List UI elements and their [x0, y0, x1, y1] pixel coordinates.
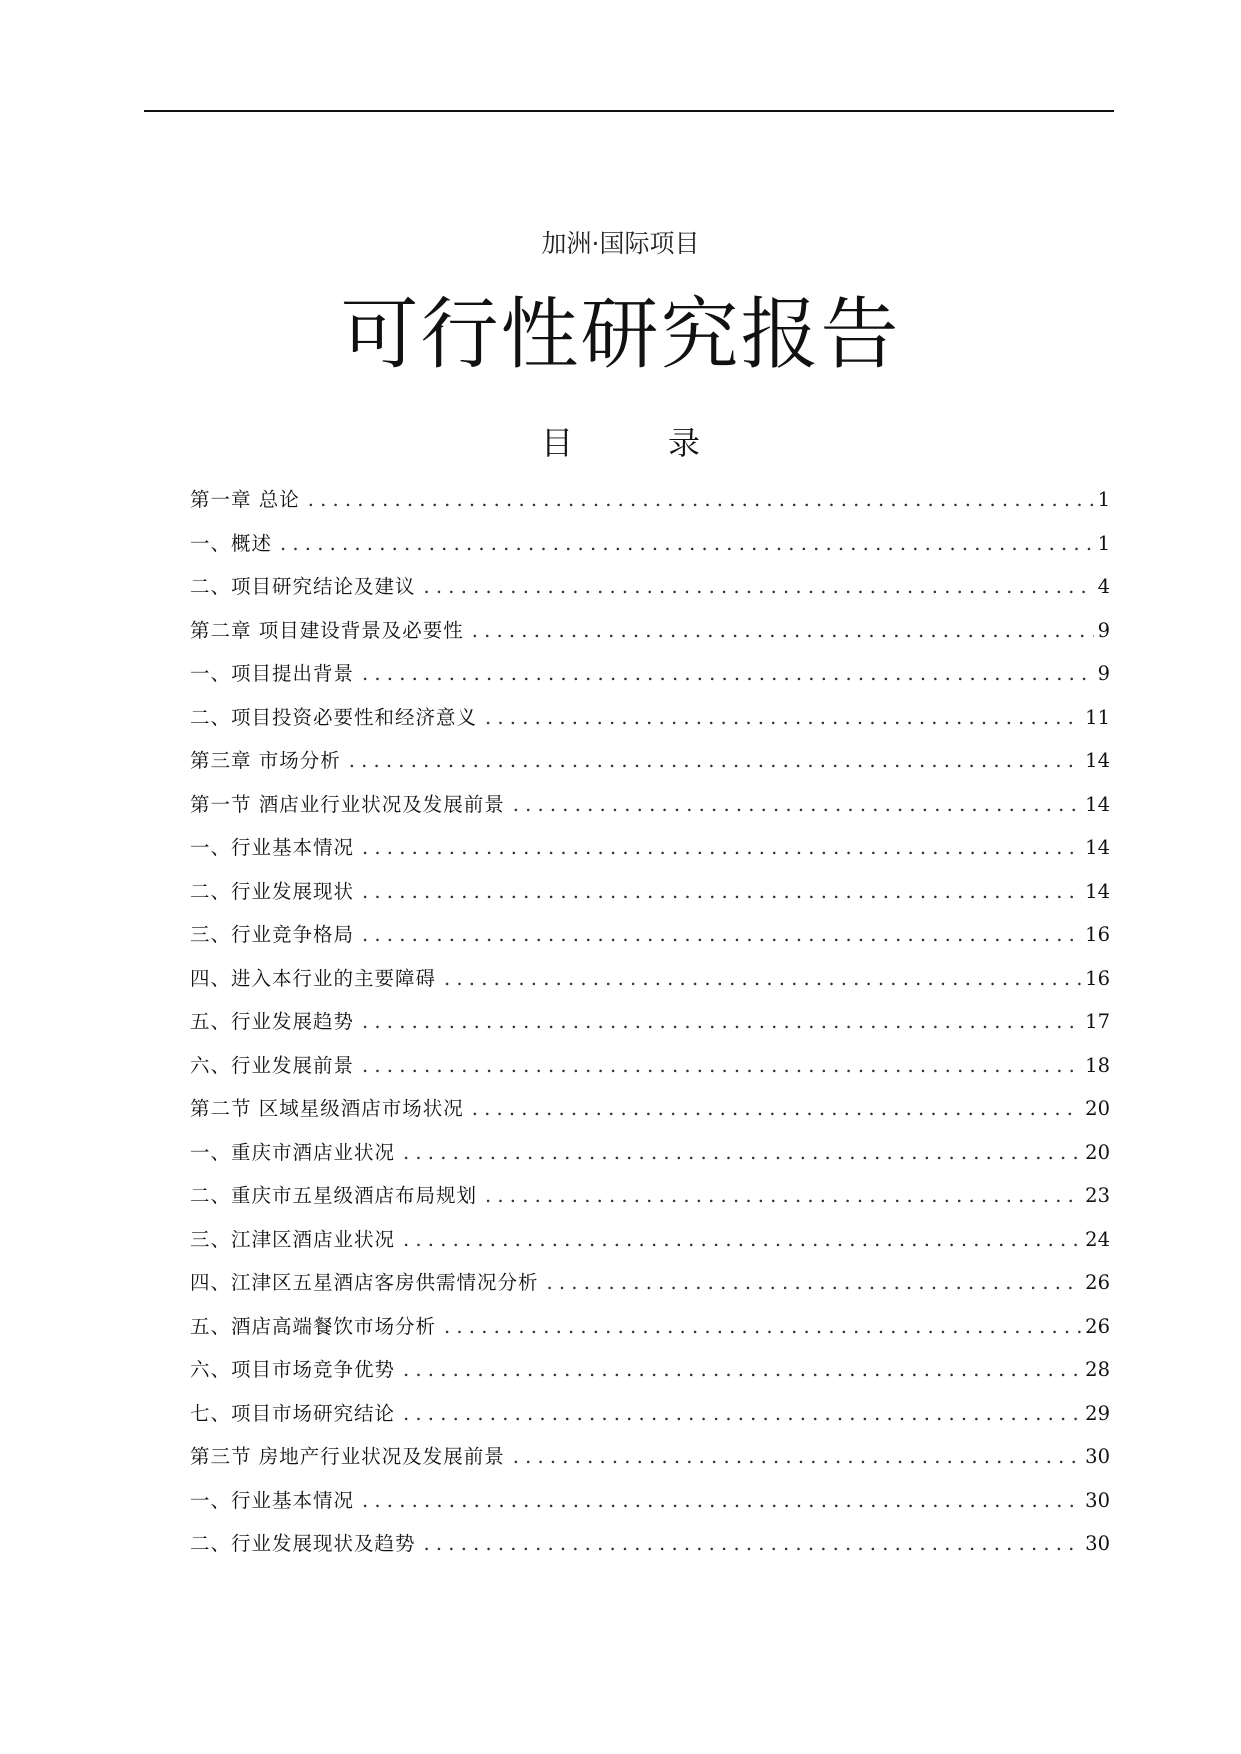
toc-entry-page: 16 [1085, 966, 1110, 990]
toc-entry-label: 第二节 区域星级酒店市场状况 [190, 1097, 464, 1120]
toc-entry-leader [362, 826, 1081, 870]
toc-entry-leader [362, 1479, 1081, 1523]
toc-entry[interactable] [190, 1392, 1110, 1436]
toc-entry[interactable] [190, 1087, 1110, 1131]
toc-entry[interactable] [190, 1522, 1110, 1566]
toc-entry[interactable] [190, 957, 1110, 1001]
toc-entry-page: 24 [1085, 1227, 1110, 1251]
toc-entry-page: 23 [1085, 1184, 1110, 1207]
toc-entry-label: 一、行业基本情况 [190, 836, 355, 859]
toc-entry-label: 六、项目市场竞争优势 [190, 1358, 396, 1381]
toc-entry-page: 9 [1097, 618, 1110, 642]
toc-entry-label: 二、重庆市五星级酒店布局规划 [190, 1184, 478, 1207]
toc-entry-leader [362, 1000, 1081, 1044]
toc-entry[interactable] [190, 565, 1110, 609]
toc-entry-label: 第三节 房地产行业状况及发展前景 [190, 1445, 505, 1468]
toc-entry[interactable] [190, 1305, 1110, 1349]
toc-entry-page: 17 [1085, 1010, 1110, 1033]
toc-entry-label: 一、重庆市酒店业状况 [190, 1140, 396, 1164]
toc-entry[interactable] [190, 1348, 1110, 1392]
header-rule [144, 110, 1114, 112]
toc-entry[interactable] [190, 1218, 1110, 1262]
toc-entry[interactable] [190, 1261, 1110, 1305]
toc-heading [0, 418, 1241, 464]
toc-entry-page: 11 [1085, 705, 1110, 729]
toc-entry-label: 六、行业发展前景 [190, 1053, 355, 1077]
toc-entry-label: 第一节 酒店业行业状况及发展前景 [190, 792, 505, 816]
toc-entry[interactable] [190, 696, 1110, 740]
toc-entry-page: 20 [1085, 1097, 1110, 1120]
toc-entry[interactable] [190, 1174, 1110, 1218]
toc-entry-page: 9 [1097, 662, 1110, 685]
toc-entry-page: 29 [1085, 1401, 1110, 1425]
toc-entry[interactable] [190, 609, 1110, 653]
toc-entry-leader [362, 1044, 1081, 1088]
toc-entry-label: 二、项目研究结论及建议 [190, 575, 416, 598]
toc-entry-label: 二、行业发展现状及趋势 [190, 1532, 416, 1555]
toc-entry[interactable] [190, 913, 1110, 957]
toc-entry[interactable] [190, 1479, 1110, 1523]
toc-entry-leader [424, 1522, 1082, 1566]
toc-entry-page: 30 [1085, 1445, 1110, 1468]
toc-entry-page: 4 [1097, 575, 1110, 598]
toc-entry-label: 一、项目提出背景 [190, 662, 355, 685]
toc-entry-leader [403, 1392, 1081, 1436]
toc-entry-page: 16 [1085, 923, 1110, 946]
toc-entry-page: 28 [1085, 1358, 1110, 1381]
toc-entry-leader [485, 1174, 1081, 1218]
toc-entry-leader [424, 565, 1094, 609]
toc-entry-label: 三、行业竞争格局 [190, 923, 355, 946]
toc-entry-leader [362, 913, 1081, 957]
table-of-contents [190, 478, 1110, 1566]
toc-entry-leader [547, 1261, 1082, 1305]
toc-entry-leader [513, 783, 1081, 827]
toc-entry-label: 二、行业发展现状 [190, 879, 355, 903]
toc-entry-label: 一、概述 [190, 531, 273, 555]
toc-entry[interactable] [190, 1435, 1110, 1479]
toc-entry-page: 18 [1085, 1053, 1110, 1077]
toc-entry-leader [403, 1218, 1081, 1262]
toc-entry-leader [280, 522, 1094, 566]
toc-entry-label: 二、项目投资必要性和经济意义 [190, 705, 478, 729]
toc-entry-leader [362, 870, 1081, 914]
toc-heading-right: 录 [668, 424, 701, 462]
toc-entry[interactable] [190, 1131, 1110, 1175]
document-title: 可行性研究报告 [340, 290, 901, 380]
toc-entry-page: 20 [1085, 1140, 1110, 1164]
toc-entry-label: 五、酒店高端餐饮市场分析 [190, 1314, 437, 1338]
toc-entry-page: 1 [1097, 488, 1110, 511]
toc-entry[interactable] [190, 478, 1110, 522]
toc-entry[interactable] [190, 1044, 1110, 1088]
toc-entry-label: 四、江津区五星酒店客房供需情况分析 [190, 1271, 539, 1294]
toc-entry-label: 第二章 项目建设背景及必要性 [190, 618, 464, 642]
toc-entry-leader [513, 1435, 1081, 1479]
toc-entry[interactable] [190, 783, 1110, 827]
toc-entry-leader [472, 609, 1094, 653]
toc-entry-page: 14 [1085, 792, 1110, 816]
toc-entry-leader [403, 1131, 1081, 1175]
toc-entry-page: 26 [1085, 1314, 1110, 1338]
toc-entry-page: 30 [1085, 1532, 1110, 1555]
toc-entry-label: 三、江津区酒店业状况 [190, 1227, 396, 1251]
toc-entry[interactable] [190, 652, 1110, 696]
toc-entry[interactable] [190, 522, 1110, 566]
toc-entry-leader [362, 652, 1094, 696]
toc-entry[interactable] [190, 1000, 1110, 1044]
toc-entry-leader [349, 739, 1081, 783]
toc-entry-leader [403, 1348, 1081, 1392]
toc-entry-leader [472, 1087, 1081, 1131]
toc-entry[interactable] [190, 826, 1110, 870]
toc-entry-label: 七、项目市场研究结论 [190, 1401, 396, 1425]
toc-entry-page: 30 [1085, 1488, 1110, 1512]
toc-entry-leader [308, 478, 1094, 522]
toc-entry-label: 第一章 总论 [190, 488, 300, 511]
toc-heading-left: 目 [540, 424, 573, 462]
toc-entry-page: 1 [1097, 531, 1110, 555]
toc-entry-label: 四、进入本行业的主要障碍 [190, 966, 437, 990]
toc-entry[interactable] [190, 870, 1110, 914]
toc-entry-label: 一、行业基本情况 [190, 1488, 355, 1512]
toc-entry-page: 14 [1085, 879, 1110, 903]
toc-entry-page: 14 [1085, 749, 1110, 772]
toc-entry-page: 14 [1085, 836, 1110, 859]
toc-entry-leader [485, 696, 1081, 740]
toc-entry-label: 第三章 市场分析 [190, 749, 341, 772]
toc-entry-page: 26 [1085, 1271, 1110, 1294]
document-subtitle: 加洲·国际项目 [541, 229, 700, 258]
toc-entry-leader [444, 1305, 1081, 1349]
toc-entry-label: 五、行业发展趋势 [190, 1010, 355, 1033]
toc-entry[interactable] [190, 739, 1110, 783]
toc-entry-leader [444, 957, 1081, 1001]
